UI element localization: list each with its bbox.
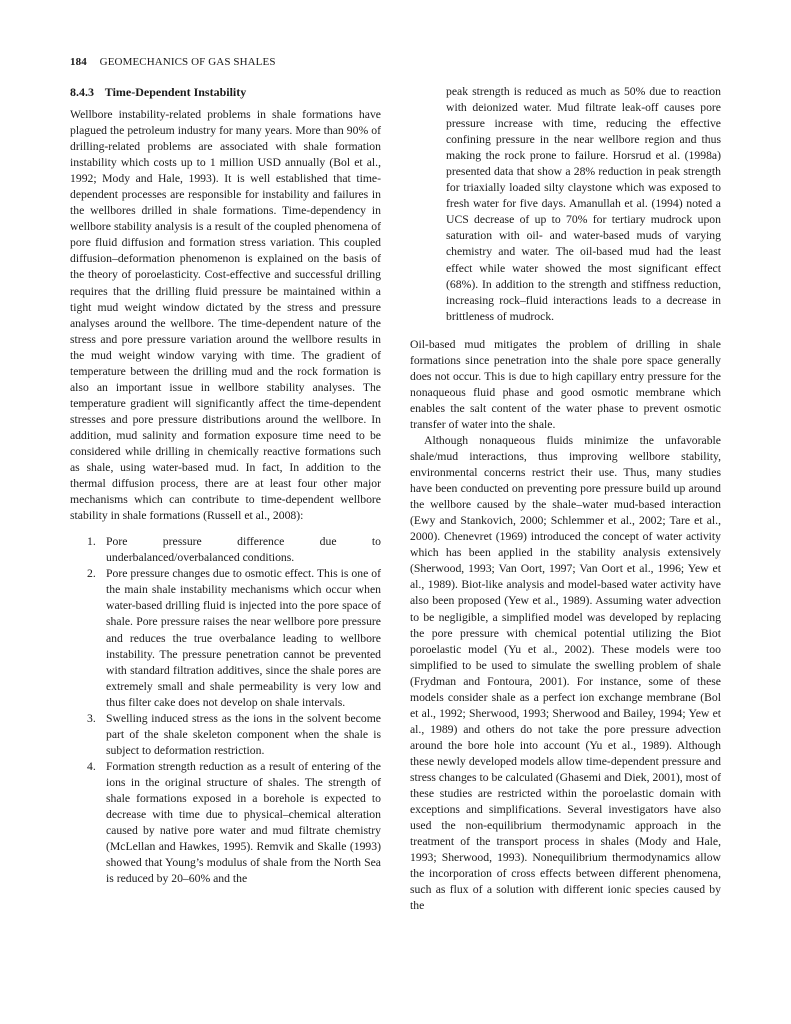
list-item	[70, 566, 381, 710]
list-item	[70, 711, 381, 759]
list-item-number: 2.	[87, 567, 96, 581]
paragraph-oil-based-mud: Oil-based mud mitigates the problem of drilling in shale formations since penetration into the shale pore space generally does not occur. This is due to high capillary entry pressure for the nonaqueous fluid phase and good osmotic membrane which enables the salt content of the water phase to prevent osmotic transfer of water into the shale.	[410, 337, 721, 431]
intro-paragraph: Wellbore instability-related problems in shale formations have plagued the petroleum industry for many years. More than 90% of drilling-related problems are associated with shale formation instability which costs up to 1 million USD annually (Bol et al., 1992; Mody and Hale, 1993). It is well established that time-dependent processes are responsible for instability and failures in the wellbores drilled in shale formations. Time-dependency in wellbore stability analysis is a result of the coupled phenomena of pore fluid diffusion and formation stress variation. This coupled diffusion–deformation phenomenon is explained on the basis of the theory of poroelasticity. Cost-effective and successful drilling requires that the drilling fluid pressure be maintained within a tight mud weight window dictated by the stress and pressure analyses around the wellbore. The time-dependent nature of the stress and pore pressure variation around the wellbore results in the mud weight window varying with time. The gradient of temperature between the drilling mud and the rock formation is also an important issue in wellbore stability analyses. The temperature gradient will significantly affect the time-dependent stresses and pore pressure distributions around the wellbore. In addition, mud salinity and formation exposure time need to be considered while drilling in chemically reactive formations such as shale, using water-based mud. In fact, In addition to the thermal diffusion process, there are at least four other major mechanisms which can contribute to time-dependent wellbore stability in shale formations (Russell et al., 2008):	[70, 108, 381, 523]
page-number: 184	[70, 56, 87, 68]
section-heading	[70, 84, 381, 100]
list-item-number: 1.	[87, 535, 96, 549]
paragraph-nonaqueous-fluids: Although nonaqueous fluids minimize the unfavorable shale/mud interactions, thus improving wellbore stability, environmental concerns restrict their use. Thus, many studies have been conducted on preventing pore pressure build up around the wellbore caused by the shale–water mud-based interaction (Ewy and Stankovich, 2000; Schlemmer et al., 2002; Tare et al., 2000). Chenevret (1969) introduced the concept of water activity which has been applied in the stability analysis extensively (Sherwood, 1993; Van Oort, 1997; Van Oort et al., 1996; Yew et al., 1989). Biot-like analysis and model-based water activity have also been proposed (Yew et al., 1989). Assuming water advection to be negligible, a simplified model was developed by replacing the pore pressure with chemical potential utilizing the Biot poroelastic model (Yu et al., 2002). These models were too simplified to be used to simulate the swelling problem of shale (Frydman and Fontoura, 2001). For instance, some of these models consider shale as a perfect ion exchange membrane (Bol et al., 1992; Sherwood, 1993; Sherwood and Bailey, 1994; Yew et al., 1989) and others do not take the pore pressure advection around the bore hole into account (Yu et al., 1989). Although these newly developed models allow time-dependent pressure and stress changes to be calculated (Ghasemi and Diek, 2001), most of these studies are restricted within the poroelastic domain with exceptions and simplifications. Several investigators have also used the non-equilibrium thermodynamic approach in the treatment of the transport process in shales (Mody and Hale, 1993; Sherwood, 1993). Nonequilibrium thermodynamics allow the incorporation of cross effects between different phenomena, such as flux of a solution with different ionic species caused by the	[410, 433, 721, 913]
list-item-continued: peak strength is reduced as much as 50% due to reaction with deionized water. Mud filtrate leak-off causes pore pressure increase with time, reducing the effective confining pressure in the near wellbore region and thus making the rock prone to failure. Horsrud et al. (1998a) presented data that show a 28% reduction in peak strength for triaxially loaded silty claystone which was exposed to fresh water for five days. Amanullah et al. (1994) noted a UCS decrease of up to 70% for tertiary mudrock upon saturation with oil- and water-based muds of varying chemistry and water. The oil-based mud had the least effect while water showed the most significant effect (68%). In addition to the strength and stiffness reduction, increasing rock–fluid interactions leads to a decrease in brittleness of mudrock.	[446, 85, 721, 323]
running-title: GEOMECHANICS OF GAS SHALES	[99, 56, 276, 68]
right-column	[410, 84, 721, 914]
list-item	[70, 534, 381, 566]
list-item-text: Formation strength reduction as a result of entering of the ions in the original structure of shales. The strength of shale formations exposed in a borehole is expected to decrease with time due to physical–chemical alteration caused by native pore water and mud filtrate chemistry (McLellan and Hawkes, 1995). Remvik and Skalle (1993) showed that Young’s modulus of shale from the North Sea is reduced by 20–60% and the	[106, 759, 381, 886]
list-item-number: 3.	[87, 711, 96, 725]
list-item-text: Pore pressure difference due to underbalanced/overbalanced conditions.	[106, 535, 381, 565]
left-column	[70, 84, 381, 887]
list-item-number: 4.	[87, 759, 96, 773]
section-number: 8.4.3	[70, 85, 94, 99]
list-item-text: Pore pressure changes due to osmotic effect. This is one of the main shale instability mechanisms which occur when water-based drilling fluid is injected into the pore space of shale. Pore pressure raises the near wellbore pore pressure and reduces the true overbalance leading to wellbore instability. The pressure penetration cannot be prevented with standard filtration additives, since the shale pores are extremely small and shale permeability is very low and thus filter cake does not develop on shale intervals.	[106, 567, 381, 709]
running-head	[70, 56, 276, 68]
mechanism-list	[70, 534, 381, 887]
section-title: Time-Dependent Instability	[104, 85, 247, 99]
list-item-text: Swelling induced stress as the ions in the solvent become part of the shale skeleton component when the shale is subject to deformation restriction.	[106, 711, 381, 757]
list-item	[70, 759, 381, 887]
